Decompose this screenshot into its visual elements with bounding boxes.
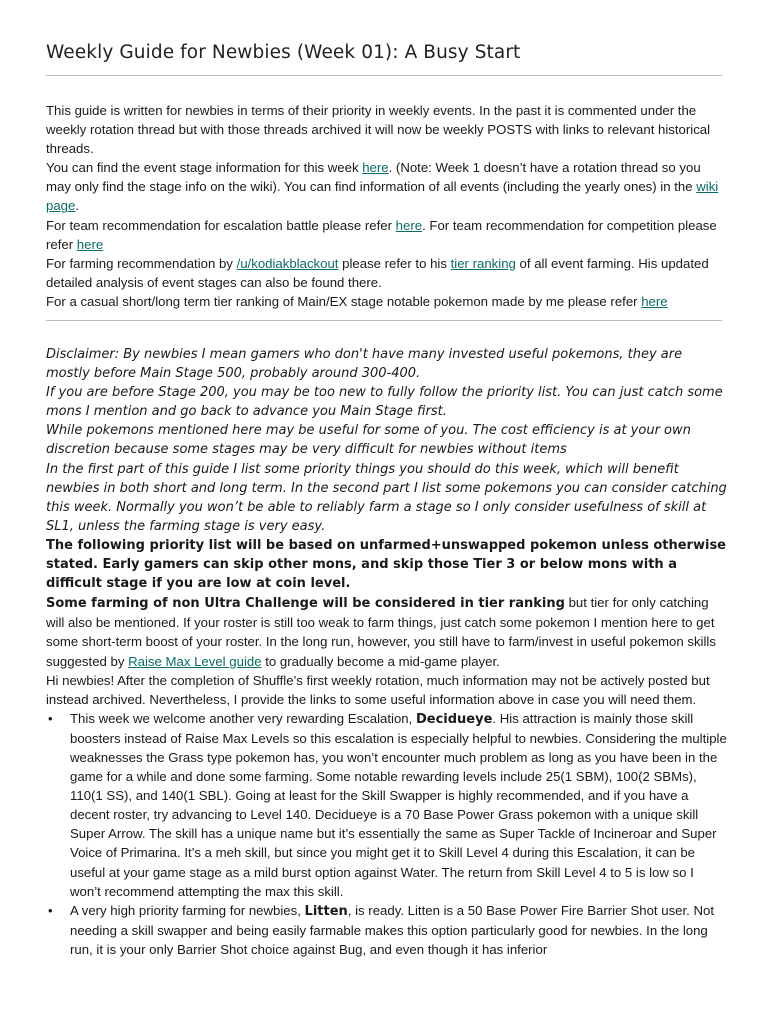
list-item: • This week we welcome another very rewarding Escalation, Decidueye. His attraction is mainly those skill boosters instead of Raise Max Levels so this escalation is especially helpful to newbies. Considering the multiple weaknesses the Grass type pokemon has, you won’t encounter much problem as long as you have been in the game for a while and done some farming. Some notable rewarding levels include 25(1 SBM), 100(2 SBMs), 110(1 SS), and 140(1 SBL). Going at least for the Skill Swapper is highly recommended, and if you have a decent roster, try advancing to Level 140. Decidueye is a 70 Base Power Grass pokemon with a unique skill Super Arrow. The skill has a unique name but it’s essentially the same as Super Tackle of Incineroar and Super Voice of Primarina. It’s a meh skill, but since you might get it to Skill Level 4 during this Escalation, it can be useful at your game stage as a mild burst option against Water. The return from Skill Level 4 to 5 is low so I won’t recommend attempting the max this skill.	[48, 710, 727, 899]
tier-ranking-link[interactable]: tier ranking	[450, 255, 516, 271]
title-divider	[46, 75, 722, 76]
guide-structure-note: In the first part of this guide I list some priority things you should do this week, which will benefit newbies in both short and long term. In the second part I list some pokemons you can consider catching this week. Normally you won’t be able to reliably farm a stage so I only consider usefulness of skill at SL1, unless the farming stage is very easy.	[46, 461, 727, 534]
page-title: Weekly Guide for Newbies (Week 01): A Busy Start	[46, 42, 521, 63]
event-stage-link[interactable]: here	[362, 160, 389, 176]
bullet-icon: •	[48, 902, 53, 918]
intro-section	[46, 101, 722, 311]
raise-max-level-link[interactable]: Raise Max Level guide	[128, 653, 262, 669]
team-recommendation: For team recommendation for escalation battle please refer here. For team recommendation for competition please refer here	[46, 217, 717, 252]
priority-list-note: The following priority list will be based on unfarmed+unswapped pokemon unless otherwise stated. Early gamers can skip other mons, and skip those Tier 3 or below mons with a difficult stage if you are low at coin level.	[46, 537, 726, 592]
stage-200-note: If you are before Stage 200, you may be too new to fully follow the priority list. You can just catch some mons I mention and go back to advance you Main Stage first.	[46, 385, 723, 420]
tier-ranking-paragraph: Some farming of non Ultra Challenge will be considered in tier ranking but tier for only catching will also be mentioned. If your roster is still too weak to farm things, just catch some pokemon I mention here to get some short-term boost of your roster. In the long run, however, you still have to farm/invest in useful pokemon skills suggested by Raise Max Level guide to gradually become a mid-game player.	[46, 595, 716, 669]
greeting-paragraph: Hi newbies! After the completion of Shuffle’s first weekly rotation, much information may not be actively posted but instead archived. Nevertheless, I provide the links to some useful information above in case you will need them.	[46, 672, 710, 707]
wiki-page-link[interactable]: wiki page	[46, 179, 719, 214]
list-item: • A very high priority farming for newbies, Litten, is ready. Litten is a 50 Base Power Fire Barrier Shot user. Not needing a skill swapper and being easily farmable makes this option particularly good for newbies. In the long run, it is your only Barrier Shot choice against Bug, and even though it has inferior	[48, 902, 715, 957]
cost-efficiency-note: While pokemons mentioned here may be useful for some of you. The cost efficiency is at your own discretion because some stages may be very difficult for newbies without items	[46, 423, 691, 458]
event-stage-info: You can find the event stage information for this week here. (Note: Week 1 doesn’t have a rotation thread so you may only find the stage info on the wiki). You can find information of all events (including the yearly ones) in the wiki page.	[46, 160, 719, 214]
user-profile-link[interactable]: /u/kodiakblackout	[236, 255, 339, 271]
farming-recommendation: For farming recommendation by /u/kodiakblackout please refer to his tier ranking of all event farming. His updated detailed analysis of event stages can also be found there.	[46, 255, 709, 290]
priority-list	[46, 709, 728, 959]
bullet-icon: •	[48, 710, 53, 726]
escalation-team-link[interactable]: here	[395, 217, 423, 233]
intro-paragraph: This guide is written for newbies in terms of their priority in weekly events. In the past it is commented under the weekly rotation thread but with those threads archived it will now be weekly POSTS with links to relevant historical threads.	[46, 103, 711, 157]
section-divider	[46, 320, 722, 321]
casual-tier-link[interactable]: here	[641, 293, 668, 309]
casual-tier-ranking: For a casual short/long term tier ranking of Main/EX stage notable pokemon made by me please refer here	[46, 293, 668, 309]
guide-body	[46, 345, 728, 959]
disclaimer-text: Disclaimer: By newbies I mean gamers who don't have many invested useful pokemons, they are mostly before Main Stage 500, probably around 300-400.	[46, 347, 683, 382]
competition-team-link[interactable]: here	[76, 236, 104, 252]
